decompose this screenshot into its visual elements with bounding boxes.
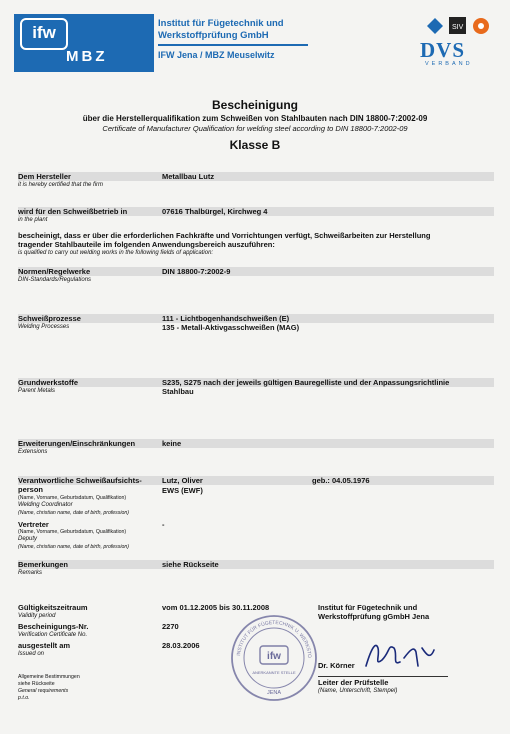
issued-label: ausgestellt am: [18, 641, 71, 650]
deputy-sub3: (Name, christian name, date of birth, profession): [18, 544, 130, 550]
statement-line1: bescheinigt, dass er über die erforderlichen Fachkräfte und Vorrichtungen verfügt, Schweißarbeiten zur Herstellung: [18, 231, 431, 240]
processes-sub: Welding Processes: [18, 324, 70, 330]
materials-sub: Parent Metals: [18, 388, 56, 394]
validity-value: vom 01.12.2005 bis 30.11.2008: [162, 603, 270, 612]
manufacturer-value: Metallbau Lutz: [162, 172, 215, 181]
institute-line1: Institut für Fügetechnik und: [158, 18, 284, 29]
cert-no-sub: Verification Certificate No.: [18, 632, 88, 638]
coordinator-sub1: (Name, Vorname, Geburtsdatum, Qualifikation): [18, 495, 127, 501]
standards-value: DIN 18800-7:2002-9: [162, 267, 231, 276]
deputy-value: -: [162, 520, 165, 529]
issuer-line2: Werkstoffprüfung gGmbH Jena: [318, 612, 430, 621]
dvs-emblem-icon: [425, 14, 497, 38]
extensions-sub: Extensions: [18, 449, 48, 455]
deputy-sub2: Deputy: [18, 536, 38, 542]
cert-no-label: Bescheinigungs-Nr.: [18, 622, 89, 631]
stamp-ring-top: INSTITUT FÜR FÜGETECHNIK U. WERKSTO: [236, 619, 313, 659]
issued-value: 28.03.2006: [162, 641, 200, 650]
institute-line2: Werkstoffprüfung GmbH: [158, 30, 269, 41]
institute-sub: IFW Jena / MBZ Meuselwitz: [158, 50, 275, 60]
plant-value: 07616 Thalbürgel, Kirchweg 4: [162, 207, 268, 216]
manufacturer-sub: it is hereby certified that the firm: [18, 182, 104, 188]
materials-value-1: S235, S275 nach der jeweils gültigen Bauregelliste und der Anpassungsrichtlinie: [162, 378, 450, 387]
plant-label: wird für den Schweißbetrieb in: [18, 207, 128, 216]
class-title: Klasse B: [229, 138, 281, 152]
ifw-logo: ifw: [20, 18, 68, 50]
process-2: 135 - Metall-Aktivgasschweißen (MAG): [162, 323, 300, 332]
signer-role-sub: (Name, Unterschrift, Stempel): [318, 688, 398, 694]
deputy-label: Vertreter: [18, 520, 49, 529]
svg-text:SIV: SIV: [452, 24, 464, 31]
stamp-center: ifw: [267, 651, 281, 662]
remarks-value: siehe Rückseite: [162, 560, 219, 569]
process-1: 111 - Lichtbogenhandschweißen (E): [162, 314, 290, 323]
footnote-line2: siehe Rückseite: [18, 681, 55, 687]
coordinator-name: Lutz, Oliver: [162, 476, 203, 485]
title-line-en: Certificate of Manufacturer Qualification for welding steel according to DIN 18800-7:2002-09: [102, 124, 408, 133]
remarks-label: Bemerkungen: [18, 560, 69, 569]
extensions-label: Erweiterungen/Einschränkungen: [18, 439, 136, 448]
validity-label: Gültigkeitszeitraum: [18, 603, 88, 612]
signer-role: Leiter der Prüfstelle: [318, 678, 389, 687]
signature-icon: [360, 636, 440, 674]
coordinator-sub2: Welding Coordinator: [18, 502, 73, 508]
footnote-line3: General requirements: [18, 688, 69, 694]
processes-label: Schweißprozesse: [18, 314, 81, 323]
coordinator-sub3: (Name, christian name, date of birth, profession): [18, 510, 130, 516]
materials-label: Grundwerkstoffe: [18, 378, 79, 387]
statement-line2: tragender Stahlbauteile im folgenden Anwendungsbereich auszuführen:: [18, 240, 275, 249]
plant-sub: in the plant: [18, 217, 48, 223]
validity-sub: Validity period: [18, 613, 56, 619]
mbz-logo: MBZ: [66, 48, 108, 65]
dvs-verband: VERBAND: [425, 61, 473, 67]
field-bar: [18, 560, 494, 569]
cert-no-value: 2270: [162, 622, 179, 631]
coordinator-label-2: person: [18, 485, 44, 494]
title-line-de: über die Herstellerqualifikation zum Schweißen von Stahlbauten nach DIN 18800-7:2002-09: [82, 114, 428, 123]
header-divider: [158, 44, 308, 46]
stamp-ring-bottom: JENA: [266, 690, 282, 696]
extensions-value: keine: [162, 439, 182, 448]
stamp-ring-mid: ANERKANNTE STELLE: [252, 670, 296, 675]
statement-sub: is qualified to carry out welding works in the following fields of application:: [18, 250, 214, 256]
footnote-line4: p.t.o.: [18, 695, 30, 701]
signature-line: [318, 676, 448, 677]
standards-label: Normen/Regelwerke: [18, 267, 91, 276]
coordinator-label: Verantwortliche Schweißaufsichts-: [18, 476, 142, 485]
remarks-sub: Remarks: [18, 570, 43, 576]
standards-sub: DIN-Standards/Regulations: [18, 277, 92, 283]
official-stamp-icon: [228, 612, 320, 704]
field-bar: [18, 172, 494, 181]
manufacturer-label: Dem Hersteller: [18, 172, 71, 181]
signer-name: Dr. Körner: [318, 661, 355, 670]
footnote-line1: Allgemeine Bestimmungen: [18, 674, 80, 680]
dvs-logo: DVS: [420, 38, 466, 62]
materials-value-2: Stahlbau: [162, 387, 194, 396]
institute-name: [158, 18, 284, 42]
coordinator-birth: geb.: 04.05.1976: [312, 476, 370, 485]
deputy-sub1: (Name, Vorname, Geburtsdatum, Qualifikation): [18, 529, 127, 535]
issuer-line1: Institut für Fügetechnik und: [318, 603, 418, 612]
issued-sub: Issued on: [18, 651, 45, 657]
coordinator-qualification: EWS (EWF): [162, 486, 203, 495]
document-title: Bescheinigung: [211, 98, 298, 112]
